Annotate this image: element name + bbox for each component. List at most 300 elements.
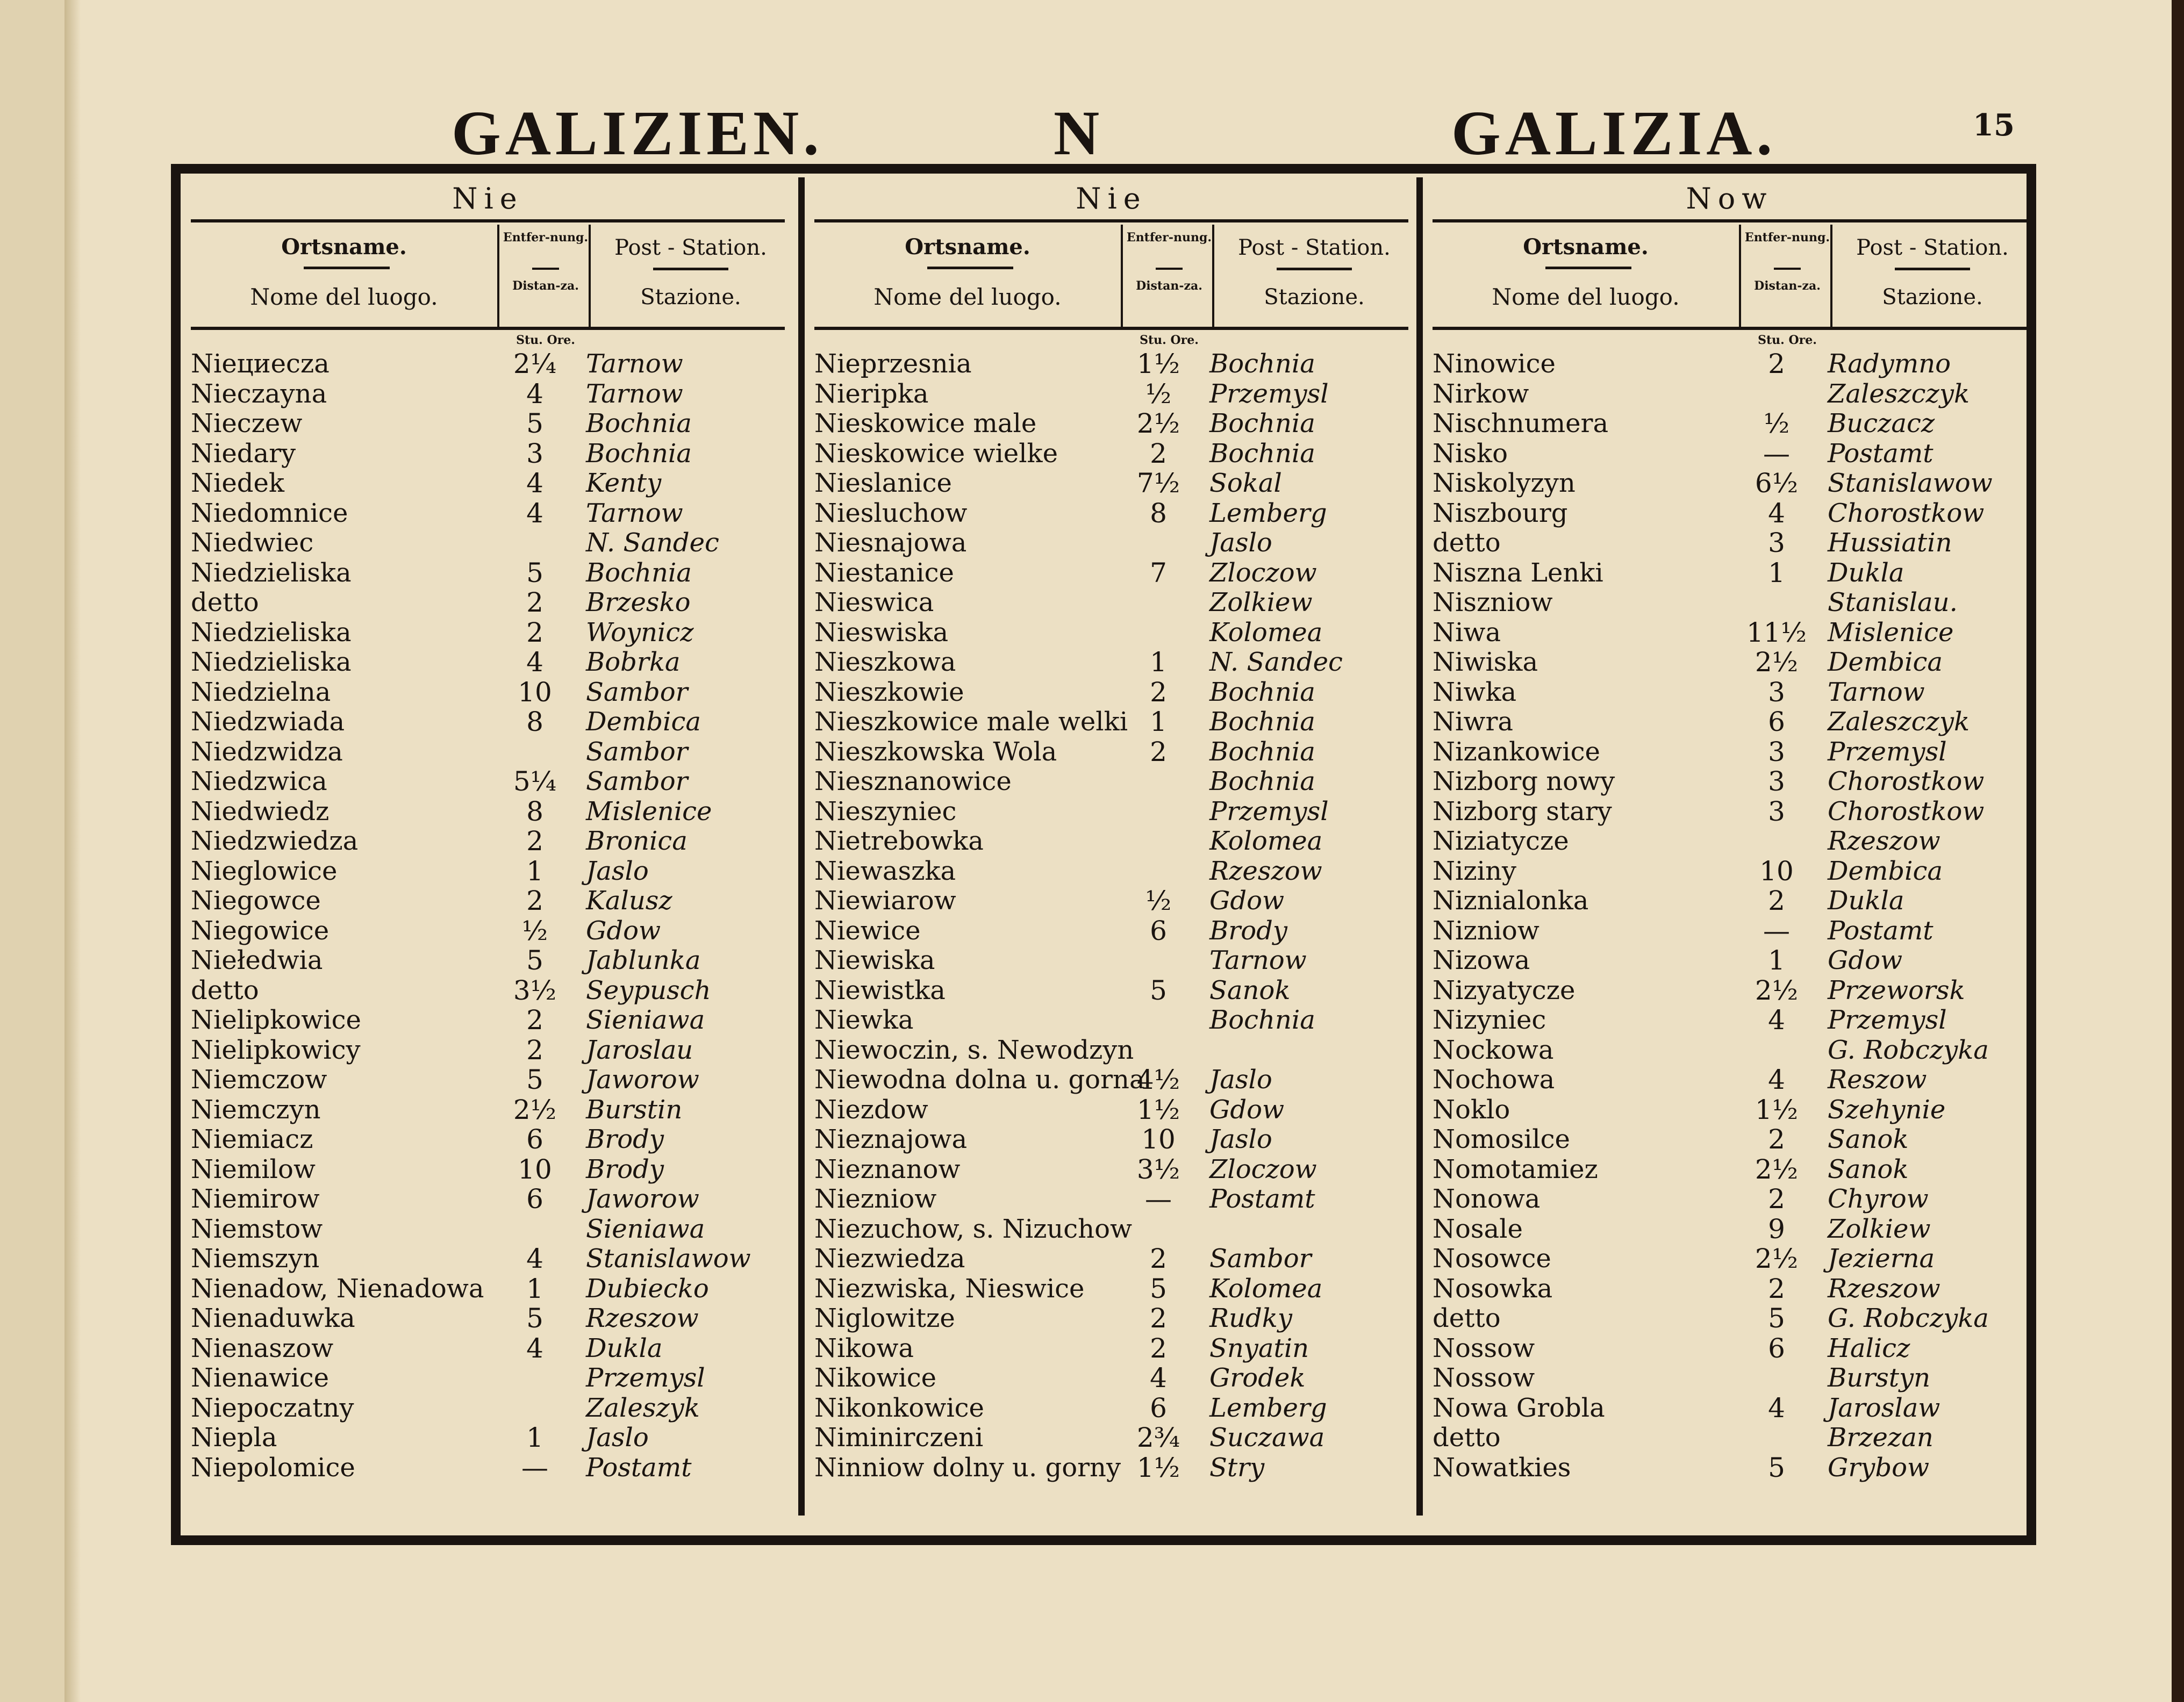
place-name: Niedzwiada xyxy=(191,707,345,737)
post-station: Stanislau. xyxy=(1828,587,1958,617)
place-name: Niециеcza xyxy=(191,349,330,379)
units-label: Stu. Ore. xyxy=(516,333,575,347)
table-row xyxy=(191,409,790,439)
table-row xyxy=(191,1155,790,1185)
header-name xyxy=(814,225,1123,327)
post-station: Dukla xyxy=(586,1333,663,1363)
post-station: Sambor xyxy=(1209,1244,1312,1274)
header-post-it: Stazione. xyxy=(640,285,741,310)
column-prefix: Nie xyxy=(1076,182,1147,216)
table-row xyxy=(191,648,790,678)
distance-value: ½ xyxy=(1145,378,1172,410)
post-station: Tarnow xyxy=(586,498,683,528)
post-station: Hussiatin xyxy=(1828,528,1952,558)
table-row xyxy=(814,707,1414,737)
post-station: Bochnia xyxy=(586,438,692,469)
place-name: Niwiska xyxy=(1433,647,1538,677)
place-name: Nizniow xyxy=(1433,915,1539,946)
table-row xyxy=(191,1065,790,1095)
table-row xyxy=(1433,469,2032,499)
distance-value: 10 xyxy=(1141,1124,1176,1155)
place-name: Nieszyniec xyxy=(814,796,957,827)
column-header xyxy=(185,225,790,327)
place-name: Nieszkowa xyxy=(814,647,956,677)
post-station: Zolkiew xyxy=(1209,587,1313,617)
header-underline xyxy=(1156,268,1183,270)
place-name: Nieswica xyxy=(814,587,934,617)
post-station: Stry xyxy=(1209,1452,1265,1483)
header-underline xyxy=(304,267,390,269)
distance-value: 6 xyxy=(1150,1392,1167,1424)
place-name: Niedzieliska xyxy=(191,617,352,648)
table-row xyxy=(814,1155,1414,1185)
place-name: Niełedwia xyxy=(191,945,323,975)
distance-value: 6 xyxy=(526,1183,543,1215)
header-underline xyxy=(1545,267,1631,269)
distance-value: 5 xyxy=(526,1064,543,1095)
table-row xyxy=(191,678,790,708)
post-station: Kolomea xyxy=(1209,826,1323,856)
table-row xyxy=(191,1184,790,1215)
distance-value: 9 xyxy=(1768,1213,1785,1245)
post-station: Grybow xyxy=(1828,1452,1930,1483)
table-row xyxy=(814,1125,1414,1155)
table-row xyxy=(814,1394,1414,1424)
table-row xyxy=(1433,558,2032,588)
place-name: Niedzieliska xyxy=(191,557,352,588)
place-name: Nizborg stary xyxy=(1433,796,1612,827)
header-post-de: Post - Station. xyxy=(1238,235,1391,260)
distance-value: 2½ xyxy=(1755,647,1799,678)
table-row xyxy=(1433,678,2032,708)
index-letter: N xyxy=(1054,98,1104,168)
post-station: Przemysl xyxy=(1209,378,1329,409)
header-name-it: Nome del luogo. xyxy=(873,284,1062,310)
place-name: Nietrebowka xyxy=(814,826,984,856)
place-name: detto xyxy=(191,975,259,1006)
distance-value: 5 xyxy=(1150,1273,1167,1304)
distance-value: 5 xyxy=(1768,1303,1785,1334)
place-name: Niedzwidza xyxy=(191,736,343,767)
table-row xyxy=(1433,946,2032,976)
distance-value: 2 xyxy=(1150,437,1167,469)
table-row xyxy=(1433,976,2032,1006)
place-name: Niepoczatny xyxy=(191,1392,354,1423)
place-name: Nomotamiez xyxy=(1433,1154,1598,1184)
distance-value: 11½ xyxy=(1746,616,1807,648)
table-row xyxy=(191,886,790,916)
post-station: Zloczow xyxy=(1209,1154,1317,1184)
post-station: Bochnia xyxy=(1209,1005,1315,1035)
facing-page-edge xyxy=(0,0,68,1702)
table-row xyxy=(814,1363,1414,1394)
distance-value: 5 xyxy=(526,945,543,976)
post-station: Stanislawow xyxy=(1828,468,1993,498)
header-post xyxy=(1218,225,1411,327)
post-station: Dembica xyxy=(1828,647,1943,677)
place-name: Nizankowice xyxy=(1433,736,1600,767)
post-station: Dembica xyxy=(586,707,701,737)
distance-value: ½ xyxy=(1145,885,1172,916)
table-row xyxy=(191,1036,790,1066)
table-row xyxy=(1433,1215,2032,1245)
post-station: Brzesko xyxy=(586,587,691,617)
table-row xyxy=(814,1215,1414,1245)
table-row xyxy=(814,1184,1414,1215)
header-name-de: Ortsname. xyxy=(1523,234,1649,260)
table-column-2 xyxy=(809,177,1414,1505)
place-name: Niszniow xyxy=(1433,587,1553,617)
post-station: Rudky xyxy=(1209,1303,1292,1333)
table-row xyxy=(814,1006,1414,1036)
distance-value: 2 xyxy=(1150,1332,1167,1364)
distance-value: 6 xyxy=(1768,1332,1785,1364)
post-station: Mislenice xyxy=(586,796,712,827)
table-row xyxy=(1433,1423,2032,1453)
distance-value: 2½ xyxy=(513,1094,557,1125)
post-station: Szehynie xyxy=(1828,1094,1946,1125)
distance-value: 3 xyxy=(1768,766,1785,797)
distance-value: — xyxy=(521,1452,548,1483)
place-name: Niewodna dolna u. gorna xyxy=(814,1065,1145,1095)
place-name: Niesluchow xyxy=(814,498,968,528)
post-station: Rzeszow xyxy=(1209,856,1322,886)
table-row xyxy=(1433,916,2032,946)
distance-value: 1½ xyxy=(1136,1094,1180,1125)
place-name: Nieswiska xyxy=(814,617,949,648)
distance-value: 1 xyxy=(526,1422,543,1453)
place-name: Nieszkowska Wola xyxy=(814,736,1057,767)
post-station: Gdow xyxy=(1209,1094,1285,1125)
distance-value: 6 xyxy=(1150,915,1167,946)
page-header xyxy=(0,81,2172,168)
distance-value: 5 xyxy=(526,408,543,439)
distance-value: 1 xyxy=(1768,557,1785,588)
table-row xyxy=(191,1244,790,1274)
place-name: Niewoczin, s. Newodzyn xyxy=(814,1035,1134,1065)
header-rule xyxy=(1433,327,2027,330)
header-post-it: Stazione. xyxy=(1264,285,1365,310)
table-row xyxy=(814,1274,1414,1304)
table-row xyxy=(814,588,1414,618)
place-name: Niemirow xyxy=(191,1184,320,1214)
post-station: Suczawa xyxy=(1209,1423,1325,1453)
table-row xyxy=(1433,1125,2032,1155)
post-station: Sambor xyxy=(586,736,688,767)
table-row xyxy=(814,1036,1414,1066)
place-name: Nieprzesnia xyxy=(814,349,972,379)
distance-value: 5 xyxy=(526,1303,543,1334)
distance-value: 4 xyxy=(1150,1362,1167,1394)
table-row xyxy=(191,349,790,379)
place-name: Noklo xyxy=(1433,1094,1510,1125)
post-station: Sambor xyxy=(586,677,688,707)
table-row xyxy=(191,499,790,529)
entry-list xyxy=(191,349,790,1483)
table-row xyxy=(191,528,790,558)
post-station: Bochnia xyxy=(1209,707,1315,737)
distance-value: 10 xyxy=(518,1153,552,1185)
table-row xyxy=(1433,737,2032,767)
place-name: Nielipkowice xyxy=(191,1005,361,1035)
table-row xyxy=(814,648,1414,678)
place-name: Nieczayna xyxy=(191,378,327,409)
post-station: Dukla xyxy=(1828,557,1904,588)
distance-value: 2 xyxy=(1150,676,1167,708)
header-distance xyxy=(1126,225,1214,327)
place-name: Nisko xyxy=(1433,438,1508,469)
table-row xyxy=(814,379,1414,410)
distance-value: 2¼ xyxy=(513,348,557,379)
post-station: Jaroslaw xyxy=(1828,1392,1940,1423)
distance-value: 3 xyxy=(1768,795,1785,827)
distance-value: 6½ xyxy=(1755,468,1799,499)
table-row xyxy=(1433,588,2032,618)
post-station: Woynicz xyxy=(586,617,694,648)
header-underline xyxy=(653,268,728,270)
post-station: Zloczow xyxy=(1209,557,1317,588)
place-name: Niezwiska, Nieswice xyxy=(814,1273,1085,1304)
place-name: Niedzielna xyxy=(191,677,331,707)
distance-value: 1 xyxy=(526,1273,543,1304)
distance-value: 8 xyxy=(526,706,543,737)
post-station: Jaslo xyxy=(586,856,649,886)
post-station: G. Robczyka xyxy=(1828,1303,1989,1333)
distance-value: — xyxy=(1763,915,1790,946)
table-row xyxy=(814,886,1414,916)
place-name: Nieszkowie xyxy=(814,677,964,707)
place-name: Niedzwiedza xyxy=(191,826,359,856)
table-row xyxy=(191,1334,790,1364)
post-station: Gdow xyxy=(1209,886,1285,916)
place-name: Niegowice xyxy=(191,915,330,946)
table-row xyxy=(1433,1363,2032,1394)
table-row xyxy=(191,1423,790,1453)
table-row xyxy=(191,379,790,410)
table-row xyxy=(1433,767,2032,797)
table-row xyxy=(191,618,790,648)
header-rule xyxy=(191,327,785,330)
place-name: Nikonkowice xyxy=(814,1392,984,1423)
place-name: Niewice xyxy=(814,915,921,946)
place-name: Niezuchow, s. Nizuchow xyxy=(814,1213,1133,1244)
post-station: Przemysl xyxy=(1828,736,1947,767)
table-row xyxy=(1433,499,2032,529)
post-station: Bochnia xyxy=(1209,408,1315,439)
table-row xyxy=(1433,1006,2032,1036)
place-name: Nochowa xyxy=(1433,1065,1555,1095)
post-station: Kalusz xyxy=(586,886,672,916)
distance-value: 1½ xyxy=(1755,1094,1799,1125)
place-name: Ninniow dolny u. gorny xyxy=(814,1452,1121,1483)
post-station: Przeworsk xyxy=(1828,975,1965,1006)
units-label: Stu. Ore. xyxy=(1758,333,1817,347)
table-row xyxy=(1433,648,2032,678)
table-row xyxy=(814,1244,1414,1274)
place-name: Niewistka xyxy=(814,975,946,1006)
distance-value: 4 xyxy=(526,647,543,678)
post-station: Bronica xyxy=(586,826,688,856)
table-row xyxy=(1433,1334,2032,1364)
place-name: Niziny xyxy=(1433,856,1517,886)
distance-value: 2½ xyxy=(1755,1243,1799,1274)
distance-value: 8 xyxy=(526,795,543,827)
post-station: Dukla xyxy=(1828,886,1904,916)
place-name: Niemczyn xyxy=(191,1094,321,1125)
table-row xyxy=(1433,1304,2032,1334)
post-station: Sanok xyxy=(1828,1124,1909,1154)
post-station: Lemberg xyxy=(1209,1392,1327,1423)
table-row xyxy=(1433,827,2032,857)
post-station: Sanok xyxy=(1828,1154,1909,1184)
post-station: Rzeszow xyxy=(1828,826,1940,856)
header-name-it: Nome del luogo. xyxy=(250,284,438,310)
table-row xyxy=(1433,707,2032,737)
distance-value: 2 xyxy=(1150,736,1167,767)
header-dist-it: Distan-za. xyxy=(1754,279,1821,293)
place-name: Nonowa xyxy=(1433,1184,1541,1214)
place-name: Nienawice xyxy=(191,1363,330,1393)
table-row xyxy=(814,618,1414,648)
post-station: Kenty xyxy=(586,468,662,498)
table-row xyxy=(191,1215,790,1245)
column-header xyxy=(809,225,1414,327)
place-name: Nikowa xyxy=(814,1333,914,1363)
table-row xyxy=(191,946,790,976)
distance-value: 4 xyxy=(526,468,543,499)
place-name: Niemilow xyxy=(191,1154,316,1184)
post-station: Bochnia xyxy=(1209,677,1315,707)
header-rule xyxy=(814,327,1408,330)
table-row xyxy=(814,678,1414,708)
post-station: Seypusch xyxy=(586,975,711,1006)
post-station: Snyatin xyxy=(1209,1333,1309,1363)
table-row xyxy=(814,976,1414,1006)
table-row xyxy=(814,737,1414,767)
table-row xyxy=(1433,1453,2032,1483)
place-name: Niepolomice xyxy=(191,1452,355,1483)
table-row xyxy=(814,827,1414,857)
place-name: Nosowce xyxy=(1433,1244,1551,1274)
place-name: Niwka xyxy=(1433,677,1517,707)
post-station: Bochnia xyxy=(1209,736,1315,767)
distance-value: 2½ xyxy=(1755,1153,1799,1185)
post-station: Sieniawa xyxy=(586,1213,705,1244)
place-name: Niemstow xyxy=(191,1213,323,1244)
distance-value: 4 xyxy=(1768,1392,1785,1424)
distance-value: 5 xyxy=(526,557,543,588)
post-station: Jaslo xyxy=(1209,1065,1272,1095)
table-row xyxy=(814,1453,1414,1483)
place-name: Niedomnice xyxy=(191,498,348,528)
post-station: Przemysl xyxy=(586,1363,705,1393)
table-row xyxy=(814,499,1414,529)
table-row xyxy=(1433,1065,2032,1095)
post-station: Halicz xyxy=(1828,1333,1910,1363)
table-row xyxy=(191,558,790,588)
distance-value: 4 xyxy=(526,378,543,410)
table-row xyxy=(814,946,1414,976)
header-rule xyxy=(814,219,1408,222)
place-name: Nossow xyxy=(1433,1333,1535,1363)
place-name: Niedzwica xyxy=(191,766,327,796)
distance-value: 7 xyxy=(1150,557,1167,588)
distance-value: 10 xyxy=(518,676,552,708)
post-station: Bochnia xyxy=(1209,349,1315,379)
header-name xyxy=(191,225,499,327)
post-station: Dembica xyxy=(1828,856,1943,886)
header-dist-de: Entfer-nung. xyxy=(503,231,589,245)
header-post-it: Stazione. xyxy=(1882,285,1983,310)
header-rule xyxy=(1433,219,2027,222)
place-name: Nizborg nowy xyxy=(1433,766,1615,796)
distance-value: 4 xyxy=(526,497,543,529)
header-underline xyxy=(1277,268,1352,270)
distance-value: 8 xyxy=(1150,497,1167,529)
distance-value: 1 xyxy=(1150,647,1167,678)
post-station: Burstyn xyxy=(1828,1363,1931,1393)
place-name: detto xyxy=(1433,1303,1501,1333)
place-name: Nizowa xyxy=(1433,945,1530,975)
header-rule xyxy=(191,219,785,222)
post-station: Sambor xyxy=(586,766,688,796)
distance-value: 2¾ xyxy=(1136,1422,1180,1453)
post-station: Brody xyxy=(586,1154,664,1184)
place-name: Nossow xyxy=(1433,1363,1535,1393)
place-name: Niepla xyxy=(191,1423,277,1453)
distance-value: 2 xyxy=(1768,885,1785,916)
distance-value: 2 xyxy=(1150,1243,1167,1274)
distance-value: 3 xyxy=(1768,527,1785,558)
distance-value: 3 xyxy=(526,437,543,469)
post-station: Rzeszow xyxy=(1828,1273,1940,1304)
table-row xyxy=(191,439,790,469)
table-row xyxy=(191,1304,790,1334)
place-name: Niezniow xyxy=(814,1184,937,1214)
place-name: detto xyxy=(1433,1423,1501,1453)
post-station: Zaleszczyk xyxy=(1828,707,1970,737)
distance-value: 2 xyxy=(526,825,543,857)
table-row xyxy=(1433,1036,2032,1066)
post-station: N. Sandec xyxy=(1209,647,1343,677)
post-station: Bochnia xyxy=(586,557,692,588)
place-name: Nizyniec xyxy=(1433,1005,1546,1035)
place-name: Nosowka xyxy=(1433,1273,1553,1304)
distance-value: 1 xyxy=(1150,706,1167,737)
table-row xyxy=(814,1334,1414,1364)
place-name: Nowatkies xyxy=(1433,1452,1571,1483)
header-dist-it: Distan-za. xyxy=(512,279,579,293)
post-station: Gdow xyxy=(1828,945,1903,975)
place-name: Nirkow xyxy=(1433,378,1529,409)
post-station: Grodek xyxy=(1209,1363,1306,1393)
table-row xyxy=(814,469,1414,499)
post-station: Sieniawa xyxy=(586,1005,705,1035)
table-row xyxy=(1433,1274,2032,1304)
place-name: Niesnajowa xyxy=(814,528,967,558)
distance-value: 3 xyxy=(1768,676,1785,708)
post-station: Jaslo xyxy=(1209,1124,1272,1154)
table-row xyxy=(191,767,790,797)
place-name: Niedwiedz xyxy=(191,796,330,827)
place-name: Nieskowice male xyxy=(814,408,1037,439)
post-station: Radymno xyxy=(1828,349,1951,379)
table-row xyxy=(1433,618,2032,648)
title-german: GALIZIEN. xyxy=(452,98,824,168)
table-row xyxy=(1433,528,2032,558)
post-station: Przemysl xyxy=(1828,1005,1947,1035)
post-station: Jaroslau xyxy=(586,1035,693,1065)
